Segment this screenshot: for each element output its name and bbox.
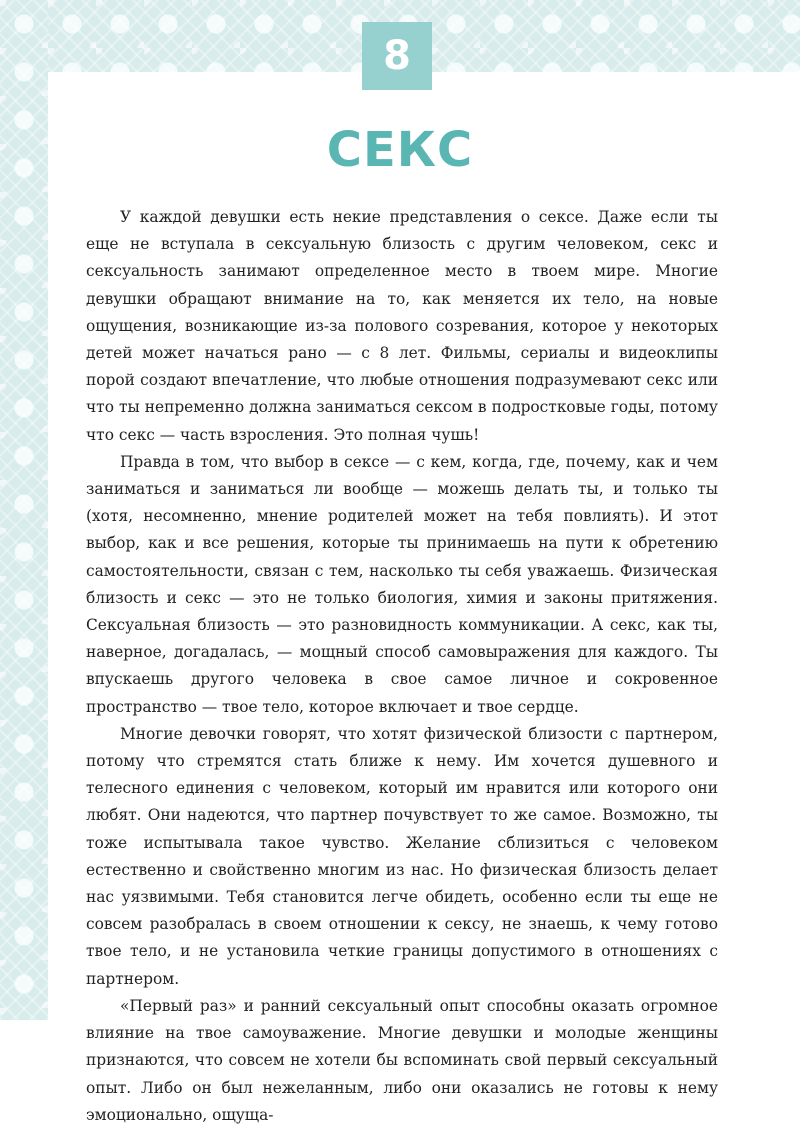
paragraph: Правда в том, что выбор в сексе — с кем, когда, где, почему, как и чем заниматься и заниматься ли вообще — можешь делать ты, и только ты (хотя, несомненно, мнение родителей может на тебя повлиять). И этот выбор, как и все решения, которые ты принимаешь на пути к обретению самостоятельности, связан с тем, насколько ты себя уважаешь. Физическая близость и секс — это не только биология, химия и законы притяжения. Сексуальная близость — это разновидность коммуникации. А секс, как ты, наверное, догадалась, — мощный способ самовыражения для каждого. Ты впускаешь другого человека в свое самое личное и сокровенное пространство — твое тело, которое включает и твое сердце. (86, 452, 718, 716)
paragraph: «Первый раз» и ранний сексуальный опыт способны оказать огромное влияние на твое самоуважение. Многие девушки и молодые женщины признаются, что совсем не хотели бы вспоминать свой первый сексуальный опыт. Либо он был нежеланным, либо они оказались не готовы к нему эмоционально, ощуща- (86, 996, 718, 1124)
chapter-title: СЕКС (326, 122, 474, 178)
paragraph: У каждой девушки есть некие представления о сексе. Даже если ты еще не вступала в сексуальную близость с другим человеком, секс и сексуальность занимают определенное место в твоем мире. Многие девушки обращают внимание на то, как меняется их тело, на новые ощущения, возникающие из-за полового созревания, которое у некоторых детей может начаться рано — с 8 лет. Фильмы, сериалы и видеоклипы порой создают впечатление, что любые отношения подразумевают секс или что ты непременно должна заниматься сексом в подростковые годы, потому что секс — часть взросления. Это полная чушь! (86, 208, 718, 444)
chapter-number: 8 (383, 33, 411, 79)
chapter-number-badge (362, 22, 432, 90)
paragraph: Многие девочки говорят, что хотят физической близости с партнером, потому что стремятся стать ближе к нему. Им хочется душевного и телесного единения с человеком, который им нравится или которого они любят. Они надеются, что партнер почувствует то же самое. Возможно, ты тоже испытывала такое чувство. Желание сблизиться с человеком естественно и свойственно многим из нас. Но физическая близость делает нас уязвимыми. Тебя становится легче обидеть, особенно если ты еще не совсем разобралась в своем отношении к сексу, не знаешь, к чему готово твое тело, и не установила четкие границы допустимого в отношениях с партнером. (86, 724, 718, 988)
body-text (86, 204, 718, 1129)
